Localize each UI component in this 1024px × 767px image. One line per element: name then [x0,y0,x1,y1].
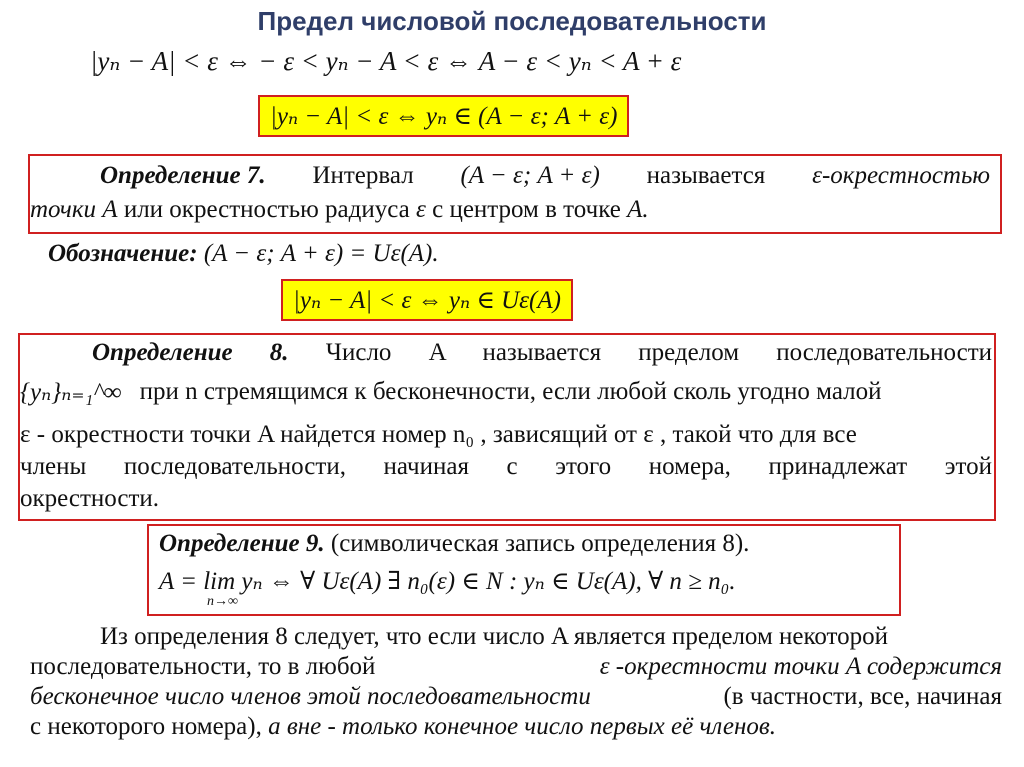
definition-7-center: с центром в точке [432,196,621,223]
conclusion-line-4a: с некоторого номера), [30,713,262,740]
definition-8-line1: Число A называется пределом последовательности [325,339,993,366]
conclusion-line-3b: (в частности, все, начиная [723,683,1002,710]
conclusion-line-2b: ε -окрестности точки A содержится [599,653,1002,680]
notation-formula: (A − ε; A + ε) = Uε(A). [203,240,439,267]
definition-7-text: Интервал [312,162,414,189]
definition-8-line3: ε - окрестности точки A найдется номер n₀ , зависящий от ε , такой что для все [20,421,857,448]
page-title: Предел числовой последовательности [257,6,767,36]
definition-8-line5: окрестности. [20,485,160,512]
definition-8-box [18,333,996,521]
conclusion-line-3a: бесконечное число членов этой последовательности [30,683,591,710]
definition-9-rest: (символическая запись определения 8). [330,530,750,557]
definition-7-or: или окрестностью радиуса [123,196,410,223]
notation-label: Обозначение: [48,240,198,267]
formula-box-interval: |yₙ − A| < ε ⇔ yₙ ∈ (A − ε; A + ε) [258,95,629,137]
definition-8-label: Определение 8. [92,339,289,366]
definition-8-line2: при n стремящимся к бесконечности, если любой сколь угодно малой [139,378,882,405]
conclusion-line-2a: последовательности, то в любой [30,653,376,680]
definition-9-lim-subscript: n→∞ [207,594,238,609]
definition-7-label: Определение 7. [100,162,266,189]
formula-top: |yₙ − A| < ε ⇔ − ε < yₙ − A < ε ⇔ A − ε < yₙ < A + ε [90,46,682,76]
definition-7-eps: ε [415,196,426,223]
definition-9-label: Определение 9. [159,530,325,557]
definition-7-A: A. [627,196,649,223]
conclusion-paragraph [30,622,1002,742]
formula-box-neighborhood: |yₙ − A| < ε ⇔ yₙ ∈ Uε(A) [281,279,573,321]
definition-7-interval: (A − ε; A + ε) [460,162,600,189]
definition-8-line4: члены последовательности, начиная с этого номера, принадлежат этой [20,453,992,480]
definition-8-sequence: {yₙ}ₙ₌₁^∞ [20,379,122,406]
definition-9-box [147,524,901,616]
definition-7-term: ε-окрестностью [812,162,990,189]
definition-7-point: точки A [30,196,118,223]
conclusion-line-4b: а вне - только конечное число первых её членов. [268,713,777,740]
definition-7-called: называется [646,162,766,189]
conclusion-line-1: Из определения 8 следует, что если число A является пределом некоторой [100,623,889,650]
definition-7-box [28,154,1002,234]
notation [48,240,439,268]
definition-9-formula: A = lim yₙ ⇔ ∀ Uε(A) ∃ n₀(ε) ∈ N : yₙ ∈ Uε(A), ∀ n ≥ n₀. [159,568,736,595]
